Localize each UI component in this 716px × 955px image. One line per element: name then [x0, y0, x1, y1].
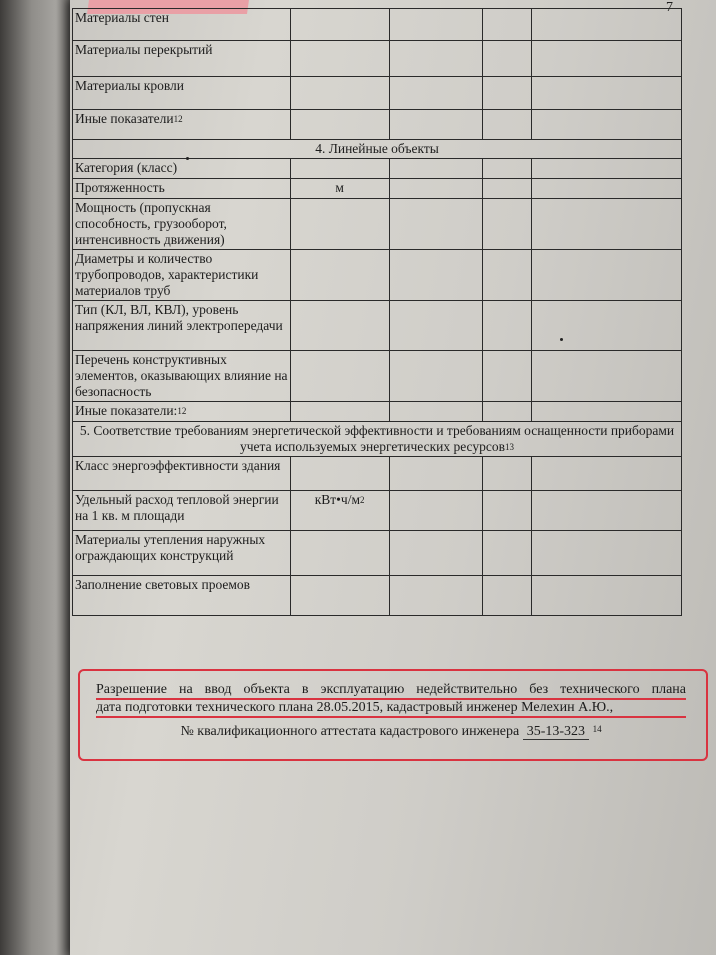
empty-cell [483, 576, 532, 616]
empty-cell [532, 351, 682, 402]
empty-cell [483, 402, 532, 422]
empty-cell [483, 77, 532, 110]
row-unit [290, 9, 389, 41]
empty-cell [532, 491, 682, 531]
table-row [73, 402, 682, 422]
empty-cell [532, 576, 682, 616]
empty-cell [389, 250, 483, 301]
empty-cell [389, 531, 483, 576]
row-label: Протяженность [73, 179, 291, 199]
empty-cell [532, 457, 682, 491]
row-unit [290, 351, 389, 402]
row-unit [290, 110, 389, 140]
empty-cell [483, 159, 532, 179]
row-label: Иные показатели:$^{12}$ [73, 402, 291, 422]
empty-cell [389, 576, 483, 616]
table-row [73, 301, 682, 351]
row-label: Материалы перекрытий [73, 41, 291, 77]
table-row [73, 179, 682, 199]
empty-cell [389, 491, 483, 531]
table-row [73, 457, 682, 491]
empty-cell [483, 250, 532, 301]
empty-cell [532, 250, 682, 301]
empty-cell [483, 301, 532, 351]
note-line-2: дата подготовки технического плана 28.05.2015, кадастровый инженер Мелехин А.Ю., [96, 700, 686, 718]
row-label: Категория (класс) [73, 159, 291, 179]
table-row [73, 41, 682, 77]
page-number: 7 [666, 0, 673, 15]
paper-stack-edge [0, 0, 70, 955]
empty-cell [483, 110, 532, 140]
empty-cell [532, 179, 682, 199]
empty-cell [532, 9, 682, 41]
row-unit: $кВт•ч/м^2$ [290, 491, 389, 531]
empty-cell [389, 159, 483, 179]
empty-cell [532, 159, 682, 179]
row-unit [290, 41, 389, 77]
paper-speck [186, 157, 189, 160]
empty-cell [532, 301, 682, 351]
empty-cell [483, 457, 532, 491]
table-row [73, 159, 682, 179]
row-unit [290, 199, 389, 250]
table-row [73, 110, 682, 140]
empty-cell [532, 77, 682, 110]
empty-cell [532, 531, 682, 576]
certificate-number: 35-13-323 [523, 724, 589, 740]
row-unit [290, 402, 389, 422]
table-row [73, 531, 682, 576]
empty-cell [389, 351, 483, 402]
empty-cell [483, 9, 532, 41]
row-label: Удельный расход тепловой энергии на 1 кв. м площади [73, 491, 291, 531]
empty-cell [532, 110, 682, 140]
table-row [73, 351, 682, 402]
table-row [73, 9, 682, 41]
row-label: Материалы утепления наружных ограждающих конструкций [73, 531, 291, 576]
row-label: Материалы кровли [73, 77, 291, 110]
row-label: Диаметры и количество трубопроводов, характеристики материалов труб [73, 250, 291, 301]
empty-cell [483, 41, 532, 77]
footnote-marker: 14 [592, 724, 602, 734]
empty-cell [483, 491, 532, 531]
note-line-3 [96, 724, 686, 740]
row-label: Перечень конструктивных элементов, оказывающих влияние на безопасность [73, 351, 291, 402]
row-unit [290, 531, 389, 576]
empty-cell [389, 301, 483, 351]
row-label: Мощность (пропускная способность, грузооборот, интенсивность движения) [73, 199, 291, 250]
technical-plan-note [96, 682, 686, 740]
section-5-title: 5. Соответствие требованиям энергетической эффективности и требованиям оснащенности приборами учета используемых энергетических ресурсов$^{13}$ [73, 422, 682, 457]
row-label: Заполнение световых проемов [73, 576, 291, 616]
table-row [73, 491, 682, 531]
empty-cell [483, 199, 532, 250]
table-row [73, 77, 682, 110]
section-4-header [73, 140, 682, 159]
row-unit [290, 576, 389, 616]
row-unit: м [290, 179, 389, 199]
row-unit [290, 250, 389, 301]
empty-cell [389, 402, 483, 422]
empty-cell [389, 77, 483, 110]
empty-cell [389, 457, 483, 491]
empty-cell [389, 179, 483, 199]
form-table [72, 8, 682, 616]
certificate-label: № квалификационного аттестата кадастрового инженера [180, 724, 520, 739]
row-unit [290, 159, 389, 179]
empty-cell [389, 110, 483, 140]
table-row [73, 250, 682, 301]
empty-cell [389, 9, 483, 41]
note-line-1: Разрешение на ввод объекта в эксплуатацию недействительно без технического плана [96, 682, 686, 700]
table-row [73, 576, 682, 616]
row-label: Иные показатели$^{12}$ [73, 110, 291, 140]
row-unit [290, 77, 389, 110]
row-label: Материалы стен [73, 9, 291, 41]
table-row [73, 199, 682, 250]
empty-cell [483, 179, 532, 199]
row-unit [290, 457, 389, 491]
empty-cell [483, 351, 532, 402]
empty-cell [532, 41, 682, 77]
section-4-title: 4. Линейные объекты [73, 140, 682, 159]
row-label: Тип (КЛ, ВЛ, КВЛ), уровень напряжения линий электропередачи [73, 301, 291, 351]
empty-cell [483, 531, 532, 576]
empty-cell [532, 199, 682, 250]
empty-cell [389, 41, 483, 77]
row-label: Класс энергоэффективности здания [73, 457, 291, 491]
empty-cell [389, 199, 483, 250]
row-unit [290, 301, 389, 351]
paper-speck [560, 338, 563, 341]
section-5-header [73, 422, 682, 457]
empty-cell [532, 402, 682, 422]
